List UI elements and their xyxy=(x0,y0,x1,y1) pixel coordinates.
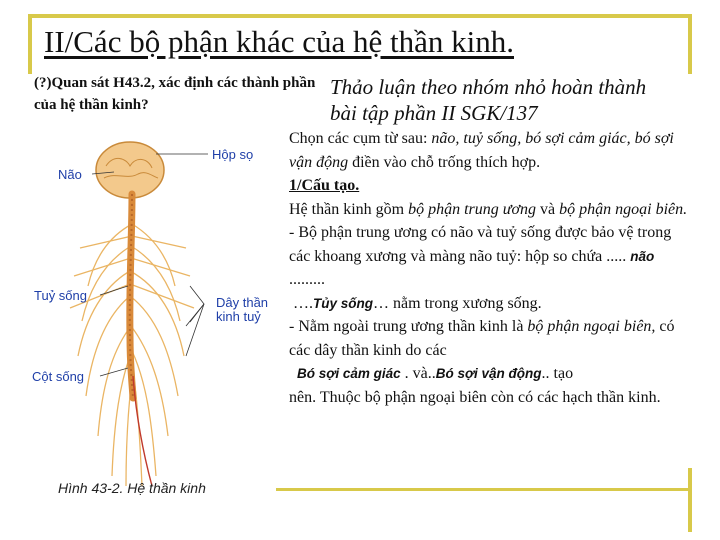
question-text: (?)Quan sát H43.2, xác định các thành phần của hệ thần kinh? xyxy=(34,75,316,113)
fill-tuy-song: Tủy sống xyxy=(313,295,373,311)
frame-bottom-right-line xyxy=(688,468,692,532)
figure-caption: Hình 43-2. Hệ thần kinh xyxy=(58,480,206,496)
label-hop-so: Hộp sọ xyxy=(212,147,254,162)
section-heading: 1/Cấu tạo. xyxy=(289,177,360,194)
fill-nao: não xyxy=(630,248,655,264)
paragraph-central: - Bộ phận trung ương có não và tuỷ sống được bảo vệ trong các khoang xương và màng não tuỷ: hộp so chứa ..... não ......... ….Tủy sống… nằm trong xương sống. xyxy=(289,224,672,312)
fill-bo-soi-van-dong: Bó sợi vận động xyxy=(435,366,542,381)
instruction-terms: não, tuỷ sống, bó sợi cảm giác, bó sợi vận động xyxy=(289,130,674,171)
discussion-line-2: bài tập phần II SGK/137 xyxy=(330,101,538,125)
frame-right-line xyxy=(688,14,692,74)
exercise-text xyxy=(289,127,689,409)
discussion-line-1: Thảo luận theo nhóm nhỏ hoàn thành xyxy=(330,75,647,99)
label-cot-song: Cột sống xyxy=(32,369,85,384)
nervous-system-figure xyxy=(32,136,286,496)
frame-left-line xyxy=(28,14,32,74)
paragraph-structure: Hệ thần kinh gồm bộ phận trung ương và bộ phận ngoại biên. xyxy=(289,200,688,218)
paragraph-peripheral: - Nằm ngoài trung ương thần kinh là bộ phận ngoại biên, có các dây thần kinh do các Bó sợi cảm giác . và..Bó sợi vận động.. tạo nên. Thuộc bộ phận ngoại biên còn có các hạch thần kinh. xyxy=(289,318,675,406)
label-tuy-song: Tuỷ sống xyxy=(34,288,87,303)
label-nao: Não xyxy=(58,167,82,182)
slide-title: II/Các bộ phận khác của hệ thần kinh. xyxy=(44,24,514,59)
brain-shape xyxy=(96,142,164,198)
discussion-prompt xyxy=(330,74,646,126)
label-day-than-kinh-tuy: Dây thần kinh tuỷ xyxy=(216,295,269,324)
frame-top-line xyxy=(28,14,692,18)
frame-bottom-line xyxy=(276,488,692,491)
fill-bo-soi-cam-giac: Bó sợi cảm giác xyxy=(297,366,401,381)
instruction: Chọn các cụm từ sau: não, tuỷ sống, bó sợi cảm giác, bó sợi vận động điền vào chỗ trống thích hợp. xyxy=(289,130,674,171)
